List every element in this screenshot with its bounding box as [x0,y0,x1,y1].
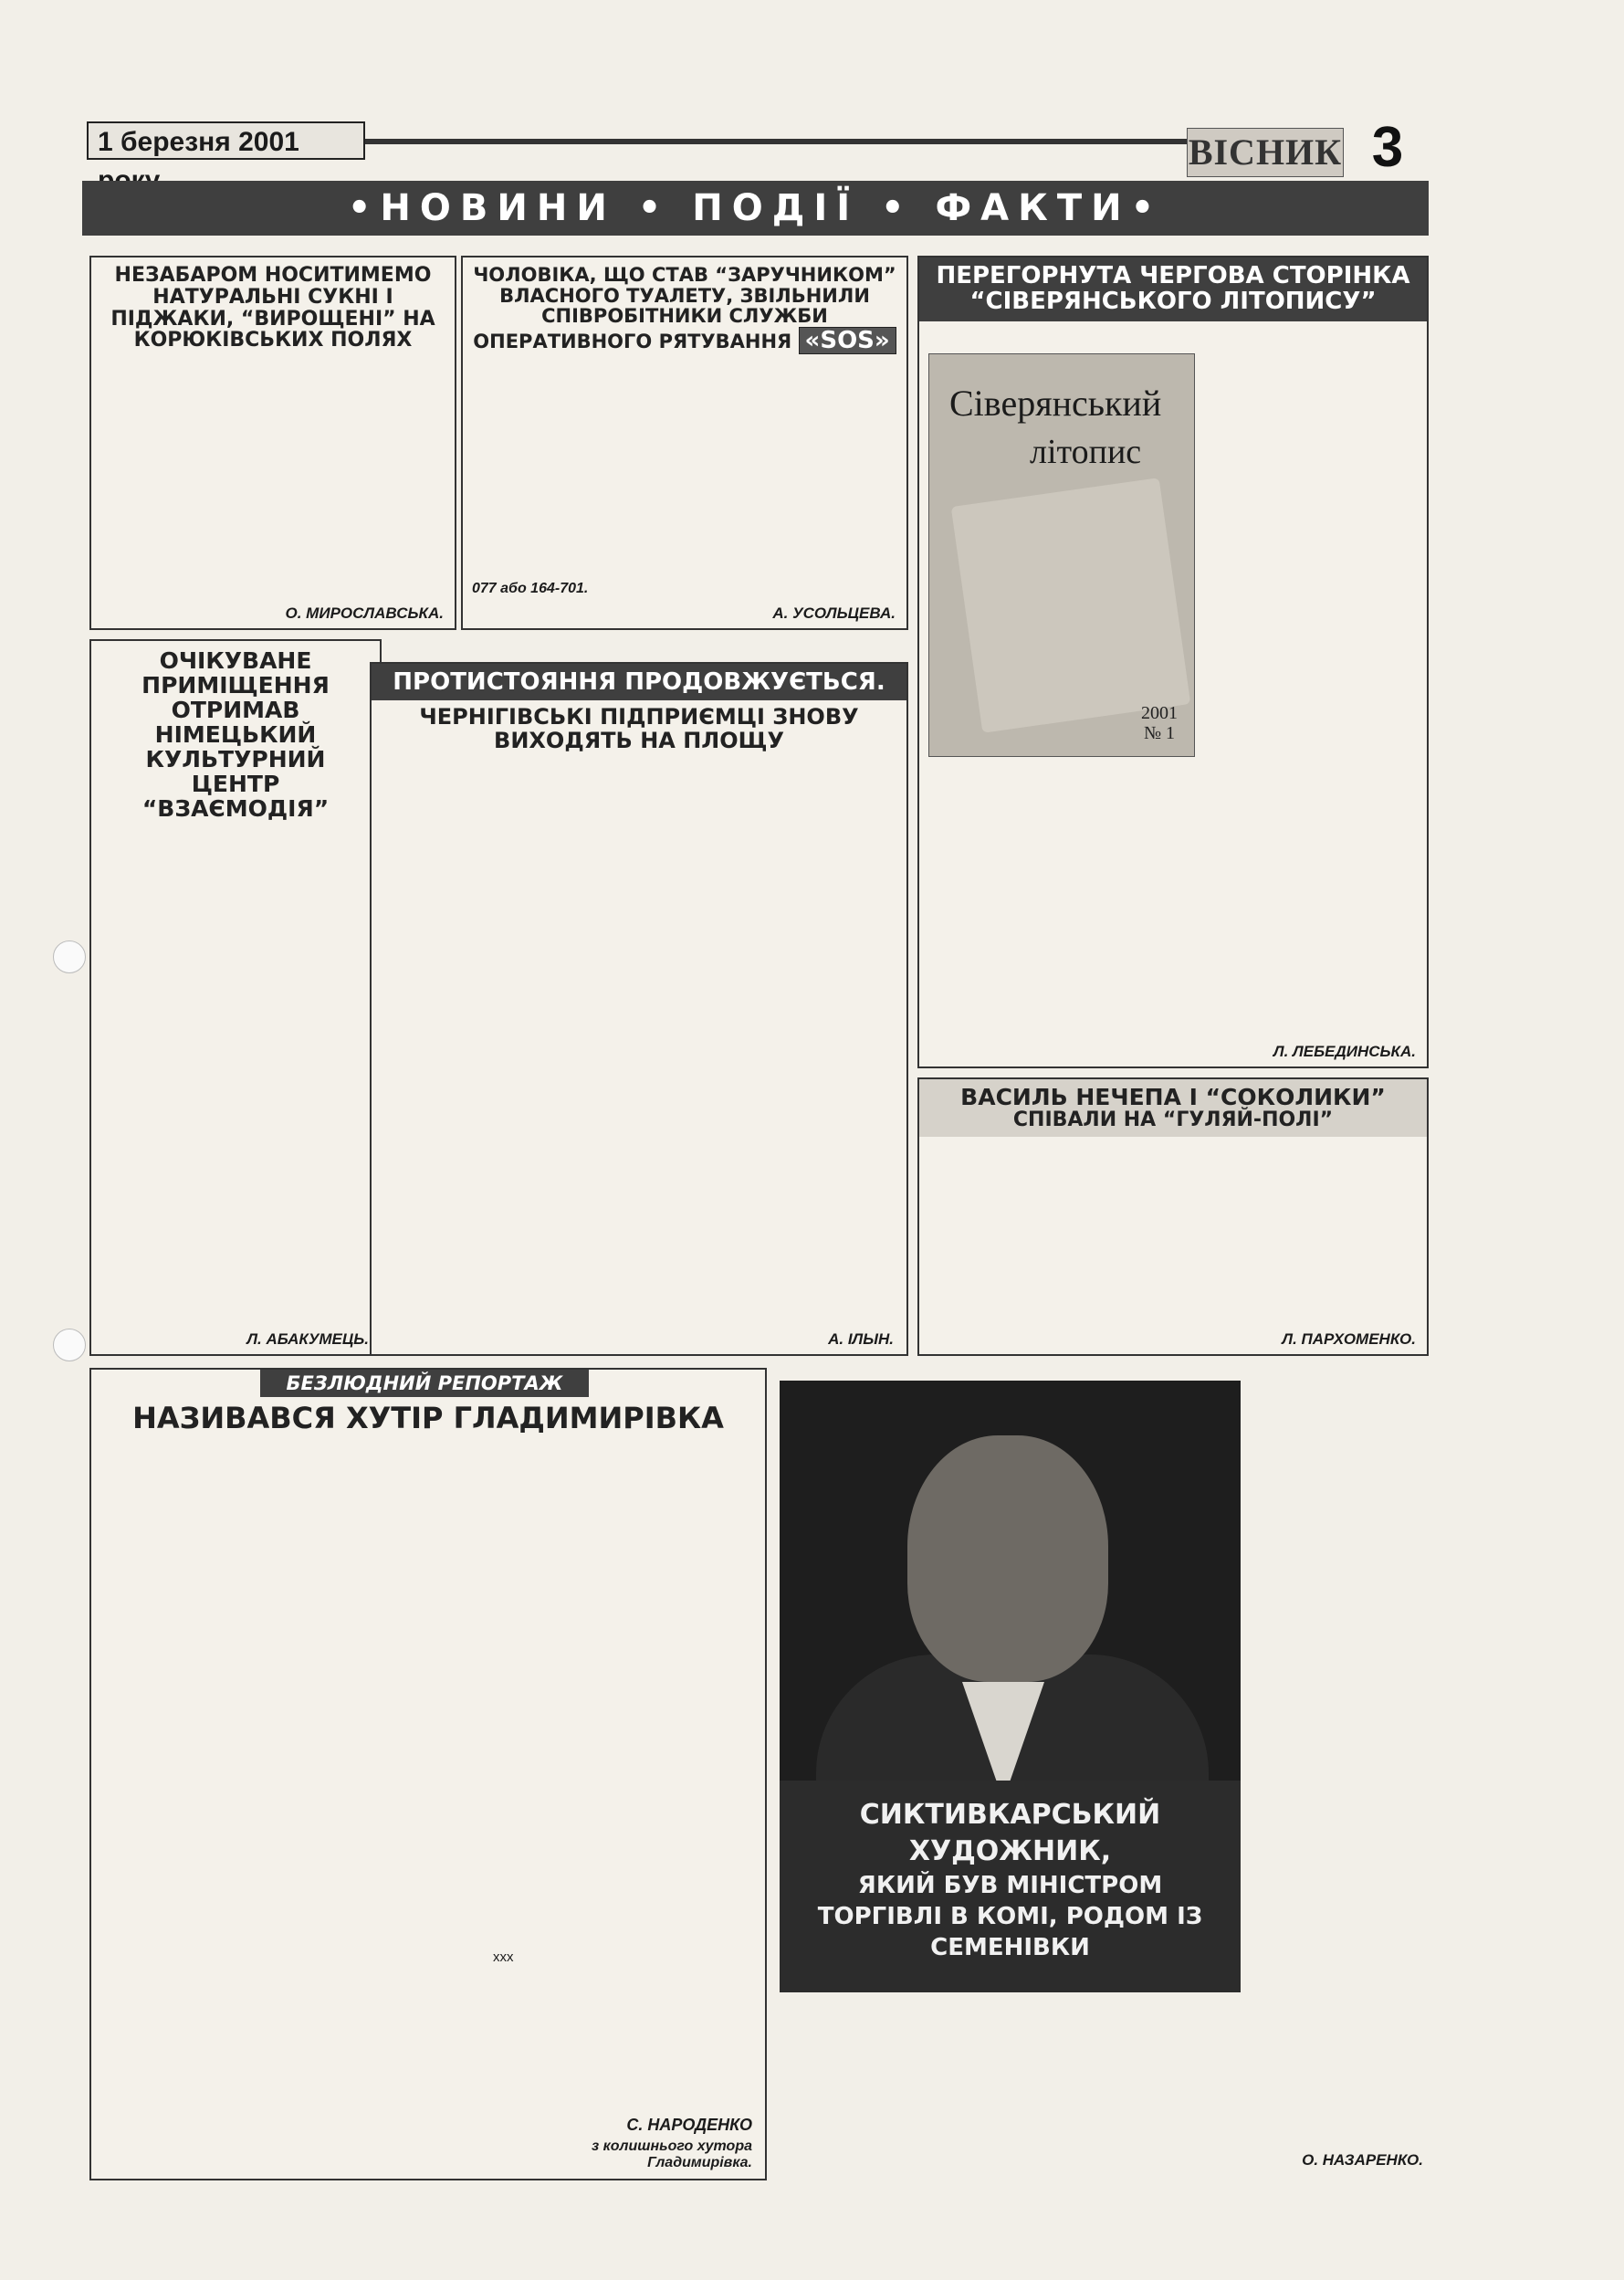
article-german-center-author: Л. АБАКУМЕЦЬ. [246,1330,369,1348]
article-artist-author: О. НАЗАРЕНКО. [1302,2151,1423,2169]
article-sokolyky-subtitle: СПІВАЛИ НА “ГУЛЯЙ-ПОЛІ” [1012,1108,1334,1131]
article-khutir-separator: ххх [493,1949,514,1965]
article-sos-title-text: ЧОЛОВІКА, ЩО СТАВ “ЗАРУЧНИКОМ” ВЛАСНОГО ТУАЛЕТУ, ЗВІЛЬНИЛИ СПІВРОБІТНИКИ СЛУЖБИ ОПЕРАТИВНОГО РЯТУВАННЯ [473,264,896,353]
article-sos-phone: 077 або 164-701. [472,581,589,596]
chronicle-map-image [951,478,1191,733]
chronicle-cover-title-1: Сіверянський [949,383,1162,424]
article-khutir-author-note: з колишнього хутора Гладимирівка. [592,2138,752,2170]
article-khutir-title: НАЗИВАВСЯ ХУТІР ГЛАДИМИРІВКА [132,1401,724,1435]
portrait-face [907,1435,1108,1682]
newspaper-logo: ВІСНИК [1187,128,1344,177]
article-artist-subtitle: ЯКИЙ БУВ МІНІСТРОМ ТОРГІВЛІ В КОМІ, РОДОМ ІЗ СЕМЕНІВКИ [817,1872,1203,1961]
article-flax-author: О. МИРОСЛАВСЬКА. [285,604,444,622]
article-protest-author: А. ІЛЬІН. [828,1330,894,1348]
article-sos [461,256,908,630]
punch-hole-top [53,940,86,973]
article-protest-header [372,664,906,700]
article-khutir [89,1368,767,2180]
article-chronicle [917,256,1429,1068]
article-khutir-label: БЕЗЛЮДНИЙ РЕПОРТАЖ [260,1370,589,1397]
article-protest-subtitle: ЧЕРНІГІВСЬКІ ПІДПРИЄМЦІ ЗНОВУ ВИХОДЯТЬ НА ПЛОЩУ [419,704,859,753]
chronicle-cover-year: 2001 № 1 [1141,703,1178,743]
article-sos-author: А. УСОЛЬЦЕВА. [772,604,896,622]
article-chronicle-header [919,257,1427,321]
article-khutir-author: С. НАРОДЕНКО [626,2116,752,2134]
article-khutir-signature [533,2112,752,2171]
chronicle-cover-title-2: літопис [1030,433,1142,471]
article-chronicle-title: ПЕРЕГОРНУТА ЧЕРГОВА СТОРІНКА “СІВЕРЯНСЬКОГО ЛІТОПИСУ” [936,262,1410,316]
issue-date: 1 березня 2001 [87,121,365,160]
article-german-center [89,639,382,1356]
article-chronicle-author: Л. ЛЕБЕДИНСЬКА. [1273,1043,1416,1060]
article-german-center-title: ОЧІКУВАНЕ ПРИМІЩЕННЯ ОТРИМАВ НІМЕЦЬКИЙ КУЛЬТУРНИЙ ЦЕНТР “ВЗАЄМОДІЯ” [141,647,330,822]
article-flax-title: НЕЗАБАРОМ НОСИТИМЕМО НАТУРАЛЬНІ СУКНІ І ПІДЖАКИ, “ВИРОЩЕНІ” НА КОРЮКІВСЬКИХ ПОЛЯХ [110,264,435,352]
article-sokolyky [917,1077,1429,1356]
chronicle-cover-image [928,353,1195,757]
article-artist-headline [780,1781,1241,1992]
article-artist-title: СИКТИВКАРСЬКИЙ ХУДОЖНИК, [859,1799,1161,1867]
article-protest [370,662,908,1356]
article-sokolyky-header [919,1079,1427,1137]
article-sos-title [472,265,897,354]
article-flax [89,256,456,630]
punch-hole-bottom [53,1329,86,1361]
article-sos-phone-line [472,580,897,597]
sos-badge: «SOS» [799,327,896,354]
section-banner: •НОВИНИ • ПОДІЇ • ФАКТИ• [82,181,1429,236]
article-protest-title: ПРОТИСТОЯННЯ ПРОДОВЖУЄТЬСЯ. [393,668,885,696]
header-rule [365,139,1187,144]
article-sokolyky-title: ВАСИЛЬ НЕЧЕПА І “СОКОЛИКИ” [960,1084,1386,1110]
article-sokolyky-author: Л. ПАРХОМЕНКО. [1282,1330,1416,1348]
page-number: 3 [1371,116,1404,179]
